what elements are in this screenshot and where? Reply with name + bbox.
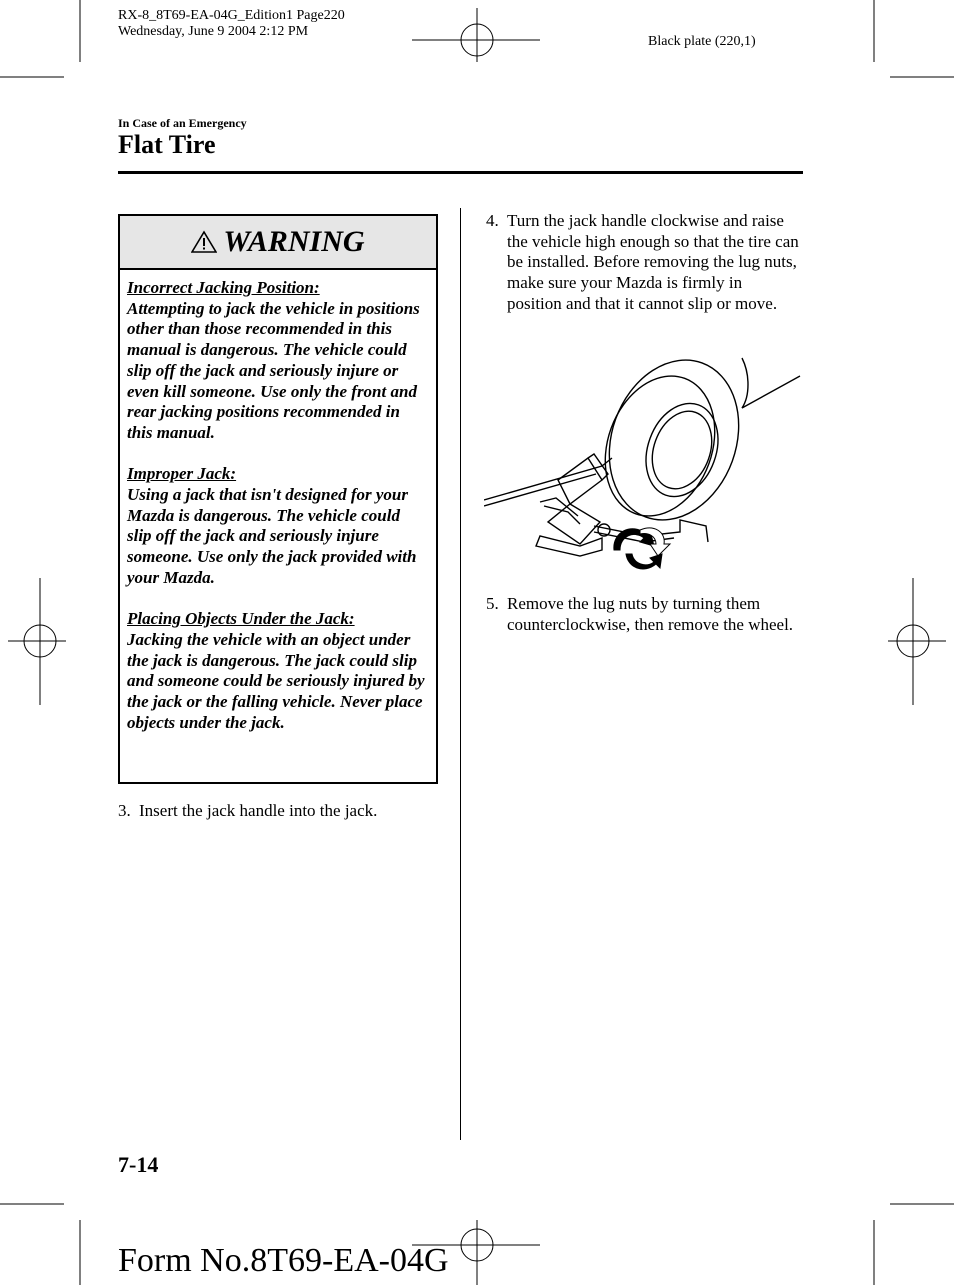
- section-label: In Case of an Emergency: [118, 116, 247, 130]
- step-text: Insert the jack handle into the jack.: [139, 801, 378, 820]
- warning-header: [120, 216, 436, 270]
- step-3: [118, 801, 448, 823]
- warning-item-incorrect-jacking: [127, 278, 428, 444]
- warning-item-heading: Placing Objects Under the Jack:: [127, 609, 355, 629]
- print-info: [118, 8, 345, 40]
- warning-item-heading: Incorrect Jacking Position:: [127, 278, 320, 297]
- step-text: Turn the jack handle clockwise and raise the vehicle high enough so that the tire can be installed. Before removing the lug nuts, make sure your Mazda is firmly in position and that it cannot slip or move.: [507, 211, 799, 313]
- title-rule: [118, 171, 803, 174]
- warning-item-text: Using a jack that isn't designed for your Mazda is dangerous. The vehicle could slip off the jack and seriously injure someone. Use only the jack provided with your Mazda.: [127, 485, 417, 587]
- form-number: Form No.8T69-EA-04G: [118, 1242, 449, 1279]
- step-text: Remove the lug nuts by turning them counterclockwise, then remove the wheel.: [507, 594, 794, 634]
- page-number: 7-14: [118, 1152, 159, 1177]
- warning-item-heading: Improper Jack:: [127, 464, 237, 484]
- plate-label: Black plate (220,1): [648, 34, 756, 49]
- warning-body: [120, 270, 436, 733]
- warning-box: [118, 214, 438, 784]
- step-number: 3.: [118, 801, 131, 820]
- print-info-line2: Wednesday, June 9 2004 2:12 PM: [118, 24, 309, 39]
- warning-item-text: Attempting to jack the vehicle in positions other than those recommended in this manual is dangerous. The vehicle could slip off the jack and seriously injure or even kill someone. Use only the front and rear jacking positions recommended in this manual.: [127, 298, 420, 442]
- warning-item-text: Jacking the vehicle with an object under the jack is dangerous. The jack could slip and someone could be seriously injured by the jack or the falling vehicle. Never place objects under the jack.: [127, 629, 425, 732]
- step-5: [486, 594, 801, 660]
- print-info-line1: RX-8_8T69-EA-04G_Edition1 Page220: [118, 8, 345, 23]
- column-divider: [460, 208, 461, 1140]
- warning-item-improper-jack: [127, 464, 428, 588]
- step-4: [486, 211, 801, 341]
- page-title: Flat Tire: [118, 130, 216, 159]
- step-number: 5.: [486, 594, 499, 613]
- step-number: 4.: [486, 211, 499, 230]
- warning-triangle-icon: [191, 230, 217, 254]
- warning-title: WARNING: [223, 225, 365, 258]
- warning-item-objects-under-jack: [127, 609, 428, 733]
- jack-raising-wheel-illustration: [484, 354, 804, 574]
